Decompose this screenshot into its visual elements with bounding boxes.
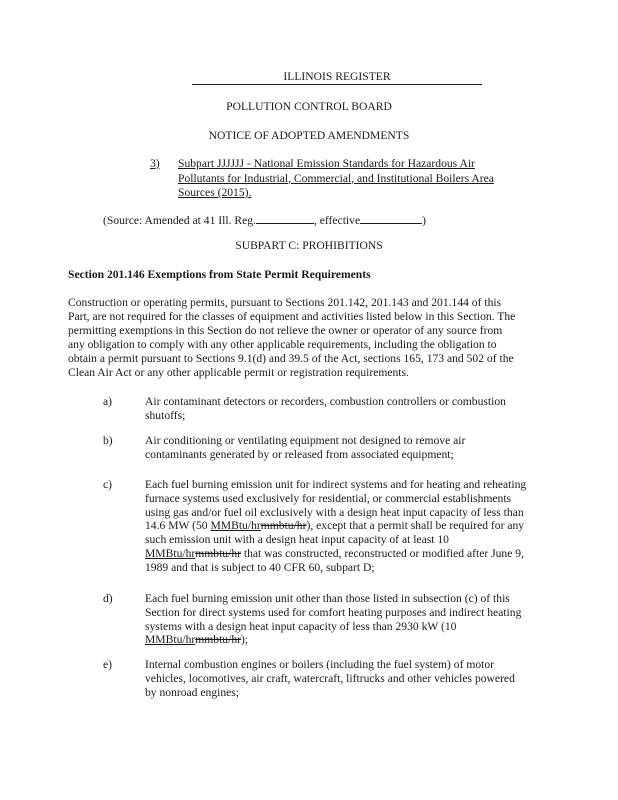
- inserted-text: MMBtu/hr: [210, 519, 261, 533]
- item-label: c): [103, 478, 113, 491]
- intro-line: permitting exemptions in this Section do not relieve the owner or operator of any source from: [68, 323, 503, 337]
- item-line: [145, 519, 550, 533]
- line-text: that was constructed, reconstructed or modified after June 9,: [240, 546, 524, 560]
- item-label: a): [103, 395, 113, 408]
- source-suffix: ): [422, 214, 426, 227]
- item-line: Each fuel burning emission unit other than those listed in subsection (c) of this: [145, 592, 510, 605]
- deleted-text: mmbtu/hr: [195, 546, 241, 560]
- source-note: [103, 213, 426, 227]
- item-label: e): [103, 658, 113, 671]
- reg-blank: [256, 213, 314, 224]
- item-line: [145, 547, 550, 561]
- source-middle: , effective: [313, 214, 361, 227]
- line-text: ), except that a permit shall be required for any: [306, 519, 525, 533]
- intro-line: Construction or operating permits, pursuant to Sections 201.142, 201.143 and 201.144 of this: [68, 296, 502, 309]
- item-line: such emission unit with a design heat input capacity of at least 10: [145, 533, 449, 547]
- board-title: POLLUTION CONTROL BOARD: [226, 100, 392, 113]
- line-text: );: [240, 633, 249, 647]
- item-line: Section for direct systems used for comfort heating purposes and indirect heating: [145, 605, 522, 619]
- item-line: Air conditioning or ventilating equipment not designed to remove air: [145, 434, 466, 447]
- intro-line: any obligation to comply with any other applicable requirements, including the obligation to: [68, 337, 497, 351]
- item-line: vehicles, locomotives, air craft, watercraft, liftrucks and other vehicles powered: [145, 671, 515, 685]
- item-line: Each fuel burning emission unit for indirect systems and for heating and reheating: [145, 478, 527, 491]
- deleted-text: mmbtu/hr: [260, 519, 307, 533]
- section-title: Section 201.146 Exemptions from State Permit Requirements: [68, 268, 371, 281]
- item-line: contaminants generated by or released from associated equipment;: [145, 447, 454, 461]
- intro-line: obtain a permit pursuant to Sections 9.1(d) and 39.5 of the Act, sections 165, 173 and 502 of the: [68, 351, 514, 365]
- item-line: Internal combustion engines or boilers (including the fuel system) of motor: [145, 658, 495, 671]
- inserted-text: MMBtu/hr: [145, 633, 196, 647]
- item-line: using gas and/or fuel oil exclusively with a design heat input capacity of less than: [145, 505, 524, 519]
- item-line: [145, 633, 550, 647]
- line-text: 14.6 MW (50: [145, 519, 211, 533]
- item-number: 3): [150, 157, 160, 170]
- item-label: b): [103, 434, 113, 447]
- intro-line: Part, are not required for the classes of equipment and activities listed below in this Section. The: [68, 309, 516, 323]
- item-line: furnace systems used exclusively for residential, or commercial establishments: [145, 491, 512, 505]
- inserted-text: MMBtu/hr: [145, 546, 196, 560]
- deleted-text: mmbtu/hr: [195, 633, 241, 647]
- intro-paragraph: [68, 296, 548, 379]
- item-line: shutoffs;: [145, 408, 186, 422]
- intro-line: Clean Air Act or any other applicable permit or registration requirements.: [68, 365, 409, 379]
- item-label: d): [103, 592, 113, 605]
- effective-blank: [360, 213, 422, 224]
- register-title: ILLINOIS REGISTER: [192, 69, 482, 85]
- source-prefix: (Source: Amended at 41 Ill. Reg.: [103, 214, 256, 227]
- register-header: [0, 69, 618, 85]
- subpart-heading: SUBPART C: PROHIBITIONS: [235, 239, 383, 252]
- item-line: 1989 and that is subject to 40 CFR 60, subpart D;: [145, 560, 375, 574]
- item-line: Air contaminant detectors or recorders, combustion controllers or combustion: [145, 395, 506, 408]
- item-line: by nonroad engines;: [145, 685, 240, 699]
- notice-title: NOTICE OF ADOPTED AMENDMENTS: [208, 129, 410, 142]
- item-text: Subpart JJJJJJ - National Emission Standards for Hazardous Air Pollutants for Industrial, Commercial, and Institutional Boilers Area Sources (2015).: [178, 157, 494, 199]
- item-line: systems with a design heat input capacity of less than 2930 kW (10: [145, 619, 457, 633]
